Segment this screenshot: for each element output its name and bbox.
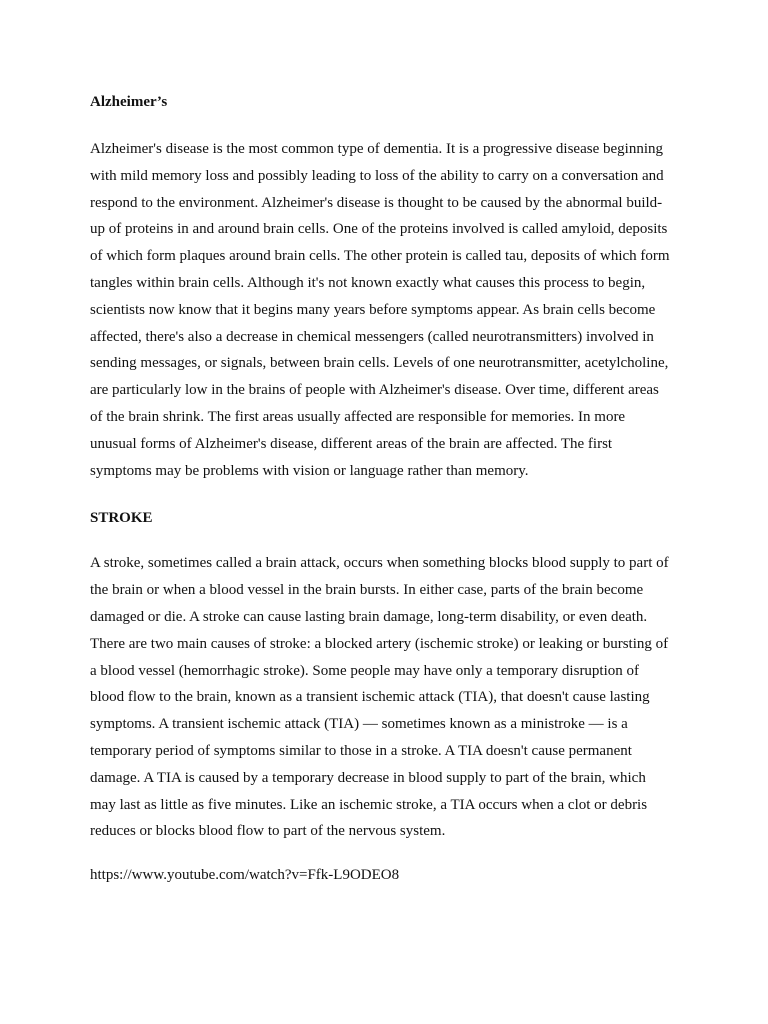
paragraph-line: reduces or blocks blood flow to part of the nervous system. <box>90 823 446 840</box>
paragraph-line: temporary period of symptoms similar to those in a stroke. A TIA doesn't cause permanent <box>90 742 632 759</box>
section-heading-alzheimers: Alzheimer’s <box>90 94 168 110</box>
paragraph-line: up of proteins in and around brain cells. One of the proteins involved is called amyloid, deposits <box>90 221 668 238</box>
paragraph-line: tangles within brain cells. Although it's not known exactly what causes this process to begin, <box>90 274 646 291</box>
section-heading-stroke: STROKE <box>90 510 153 527</box>
paragraph-line: unusual forms of Alzheimer's disease, different areas of the brain are affected. The first <box>90 435 613 452</box>
alzheimers-paragraph <box>90 136 678 484</box>
paragraph-line: symptoms may be problems with vision or language rather than memory. <box>90 462 529 479</box>
paragraph-line: a blood vessel (hemorrhagic stroke). Some people may have only a temporary disruption of <box>90 662 640 679</box>
paragraph-line: with mild memory loss and possibly leading to loss of the ability to carry on a conversation and <box>90 167 664 184</box>
stroke-paragraph <box>90 550 678 845</box>
paragraph-line: the brain or when a blood vessel in the brain bursts. In either case, parts of the brain become <box>90 582 644 599</box>
paragraph-line: damaged or die. A stroke can cause lasting brain damage, long-term disability, or even death. <box>90 608 648 625</box>
document-page <box>90 92 678 885</box>
paragraph-line: affected, there's also a decrease in chemical messengers (called neurotransmitters) involved in <box>90 328 654 345</box>
paragraph-line: symptoms. A transient ischemic attack (TIA) — sometimes known as a ministroke — is a <box>90 716 628 733</box>
paragraph-line: There are two main causes of stroke: a blocked artery (ischemic stroke) or leaking or bursting of <box>90 635 669 652</box>
youtube-link[interactable]: https://www.youtube.com/watch?v=Ffk-L9ODEO8 <box>90 867 400 884</box>
paragraph-line: of the brain shrink. The first areas usually affected are responsible for memories. In more <box>90 408 626 425</box>
paragraph-line: sending messages, or signals, between brain cells. Levels of one neurotransmitter, acetylcholine, <box>90 355 669 372</box>
paragraph-line: damage. A TIA is caused by a temporary decrease in blood supply to part of the brain, which <box>90 769 646 786</box>
paragraph-line: respond to the environment. Alzheimer's disease is thought to be caused by the abnormal build- <box>90 194 663 211</box>
paragraph-line: A stroke, sometimes called a brain attack, occurs when something blocks blood supply to part of <box>90 555 669 572</box>
paragraph-line: scientists now know that it begins many years before symptoms appear. As brain cells become <box>90 301 656 318</box>
paragraph-line: of which form plaques around brain cells. The other protein is called tau, deposits of which form <box>90 248 670 265</box>
paragraph-line: blood flow to the brain, known as a transient ischemic attack (TIA), that doesn't cause lasting <box>90 689 650 706</box>
paragraph-line: are particularly low in the brains of people with Alzheimer's disease. Over time, different areas <box>90 382 659 399</box>
paragraph-line: Alzheimer's disease is the most common type of dementia. It is a progressive disease beginning <box>90 141 663 157</box>
paragraph-line: may last as little as five minutes. Like an ischemic stroke, a TIA occurs when a clot or debris <box>90 796 648 813</box>
